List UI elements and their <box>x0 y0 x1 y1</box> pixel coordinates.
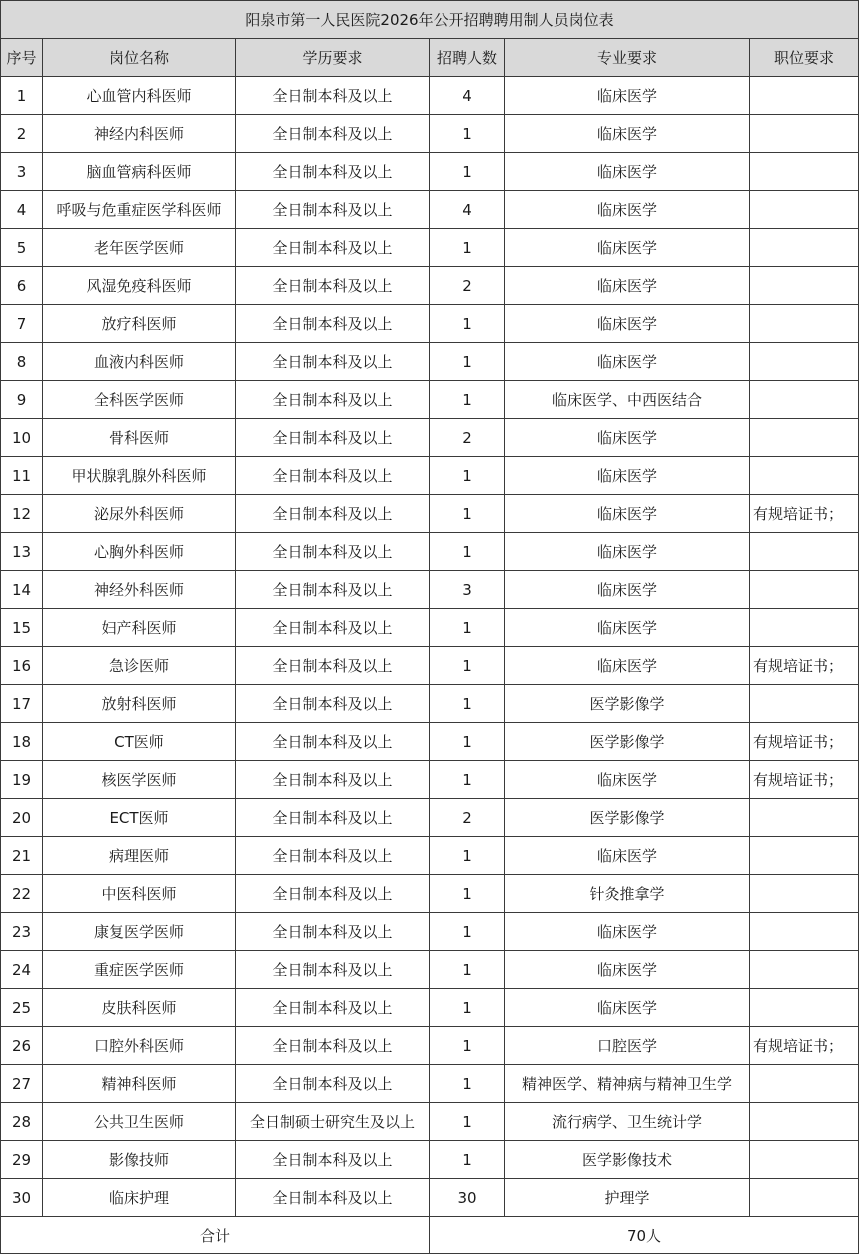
cell-major: 临床医学 <box>505 267 750 305</box>
cell-count: 1 <box>430 1065 505 1103</box>
table-row <box>1 381 859 419</box>
cell-no: 15 <box>1 609 43 647</box>
cell-major: 临床医学 <box>505 457 750 495</box>
total-label: 合计 <box>1 1217 430 1254</box>
title-row <box>1 1 859 39</box>
cell-no: 20 <box>1 799 43 837</box>
cell-edu: 全日制本科及以上 <box>236 153 430 191</box>
table-row <box>1 457 859 495</box>
cell-req <box>750 1141 859 1179</box>
cell-major: 临床医学 <box>505 951 750 989</box>
cell-major: 临床医学 <box>505 191 750 229</box>
table-row <box>1 571 859 609</box>
cell-count: 3 <box>430 571 505 609</box>
cell-count: 1 <box>430 115 505 153</box>
cell-major: 医学影像学 <box>505 799 750 837</box>
cell-req <box>750 799 859 837</box>
table-row <box>1 495 859 533</box>
table-row <box>1 1141 859 1179</box>
cell-edu: 全日制本科及以上 <box>236 1027 430 1065</box>
cell-count: 1 <box>430 685 505 723</box>
cell-no: 22 <box>1 875 43 913</box>
cell-req <box>750 457 859 495</box>
cell-req <box>750 1065 859 1103</box>
cell-edu: 全日制本科及以上 <box>236 533 430 571</box>
cell-req: 有规培证书； <box>750 761 859 799</box>
cell-major: 临床医学 <box>505 115 750 153</box>
cell-no: 25 <box>1 989 43 1027</box>
cell-count: 2 <box>430 267 505 305</box>
cell-count: 1 <box>430 989 505 1027</box>
cell-edu: 全日制本科及以上 <box>236 1179 430 1217</box>
cell-no: 9 <box>1 381 43 419</box>
cell-name: 风湿免疫科医师 <box>43 267 236 305</box>
cell-count: 1 <box>430 381 505 419</box>
cell-count: 1 <box>430 1141 505 1179</box>
cell-req <box>750 837 859 875</box>
cell-name: 神经外科医师 <box>43 571 236 609</box>
cell-edu: 全日制本科及以上 <box>236 761 430 799</box>
cell-name: 急诊医师 <box>43 647 236 685</box>
cell-edu: 全日制硕士研究生及以上 <box>236 1103 430 1141</box>
cell-edu: 全日制本科及以上 <box>236 723 430 761</box>
header-major: 专业要求 <box>505 39 750 77</box>
cell-name: ECT医师 <box>43 799 236 837</box>
cell-name: 老年医学医师 <box>43 229 236 267</box>
cell-edu: 全日制本科及以上 <box>236 799 430 837</box>
cell-major: 临床医学 <box>505 343 750 381</box>
cell-major: 临床医学 <box>505 571 750 609</box>
cell-major: 临床医学 <box>505 609 750 647</box>
cell-no: 27 <box>1 1065 43 1103</box>
cell-count: 1 <box>430 495 505 533</box>
table-row <box>1 875 859 913</box>
cell-name: 血液内科医师 <box>43 343 236 381</box>
cell-no: 28 <box>1 1103 43 1141</box>
cell-name: 妇产科医师 <box>43 609 236 647</box>
cell-req <box>750 381 859 419</box>
table-row <box>1 1179 859 1217</box>
cell-edu: 全日制本科及以上 <box>236 989 430 1027</box>
cell-no: 11 <box>1 457 43 495</box>
cell-req <box>750 571 859 609</box>
cell-no: 4 <box>1 191 43 229</box>
table-row <box>1 799 859 837</box>
cell-name: 放射科医师 <box>43 685 236 723</box>
cell-no: 7 <box>1 305 43 343</box>
cell-edu: 全日制本科及以上 <box>236 1065 430 1103</box>
cell-req <box>750 267 859 305</box>
cell-req: 有规培证书； <box>750 647 859 685</box>
cell-major: 针灸推拿学 <box>505 875 750 913</box>
cell-name: 皮肤科医师 <box>43 989 236 1027</box>
cell-major: 临床医学 <box>505 229 750 267</box>
table-row <box>1 305 859 343</box>
table-row <box>1 1065 859 1103</box>
cell-edu: 全日制本科及以上 <box>236 1141 430 1179</box>
cell-req <box>750 989 859 1027</box>
cell-req <box>750 419 859 457</box>
cell-major: 临床医学 <box>505 419 750 457</box>
cell-req: 有规培证书； <box>750 723 859 761</box>
cell-name: 口腔外科医师 <box>43 1027 236 1065</box>
cell-count: 1 <box>430 647 505 685</box>
cell-no: 24 <box>1 951 43 989</box>
cell-count: 2 <box>430 799 505 837</box>
cell-name: 神经内科医师 <box>43 115 236 153</box>
cell-edu: 全日制本科及以上 <box>236 419 430 457</box>
cell-no: 19 <box>1 761 43 799</box>
table-row <box>1 761 859 799</box>
cell-major: 临床医学 <box>505 761 750 799</box>
header-row <box>1 39 859 77</box>
cell-name: 脑血管病科医师 <box>43 153 236 191</box>
cell-edu: 全日制本科及以上 <box>236 495 430 533</box>
table-row <box>1 647 859 685</box>
cell-name: CT医师 <box>43 723 236 761</box>
cell-count: 1 <box>430 457 505 495</box>
cell-req <box>750 343 859 381</box>
cell-count: 1 <box>430 609 505 647</box>
cell-major: 医学影像技术 <box>505 1141 750 1179</box>
table-row <box>1 1103 859 1141</box>
cell-major: 临床医学 <box>505 533 750 571</box>
cell-req <box>750 77 859 115</box>
cell-req <box>750 533 859 571</box>
cell-name: 病理医师 <box>43 837 236 875</box>
header-count: 招聘人数 <box>430 39 505 77</box>
table-row <box>1 913 859 951</box>
cell-name: 呼吸与危重症医学科医师 <box>43 191 236 229</box>
cell-no: 30 <box>1 1179 43 1217</box>
cell-count: 1 <box>430 533 505 571</box>
cell-edu: 全日制本科及以上 <box>236 267 430 305</box>
cell-count: 1 <box>430 837 505 875</box>
cell-count: 1 <box>430 1103 505 1141</box>
cell-count: 1 <box>430 761 505 799</box>
cell-edu: 全日制本科及以上 <box>236 913 430 951</box>
cell-edu: 全日制本科及以上 <box>236 875 430 913</box>
table-row <box>1 1027 859 1065</box>
cell-count: 30 <box>430 1179 505 1217</box>
table-row <box>1 419 859 457</box>
cell-edu: 全日制本科及以上 <box>236 229 430 267</box>
cell-major: 临床医学 <box>505 647 750 685</box>
cell-major: 口腔医学 <box>505 1027 750 1065</box>
table-row <box>1 989 859 1027</box>
cell-major: 护理学 <box>505 1179 750 1217</box>
cell-edu: 全日制本科及以上 <box>236 571 430 609</box>
cell-no: 12 <box>1 495 43 533</box>
cell-req <box>750 951 859 989</box>
cell-count: 1 <box>430 153 505 191</box>
table-row <box>1 951 859 989</box>
cell-edu: 全日制本科及以上 <box>236 951 430 989</box>
cell-req <box>750 685 859 723</box>
cell-no: 6 <box>1 267 43 305</box>
cell-count: 1 <box>430 951 505 989</box>
cell-major: 流行病学、卫生统计学 <box>505 1103 750 1141</box>
cell-major: 临床医学 <box>505 77 750 115</box>
cell-req <box>750 153 859 191</box>
cell-edu: 全日制本科及以上 <box>236 381 430 419</box>
cell-name: 重症医学医师 <box>43 951 236 989</box>
cell-count: 1 <box>430 343 505 381</box>
cell-req <box>750 115 859 153</box>
cell-no: 17 <box>1 685 43 723</box>
table-row <box>1 191 859 229</box>
cell-major: 医学影像学 <box>505 723 750 761</box>
header-no: 序号 <box>1 39 43 77</box>
table-row <box>1 343 859 381</box>
cell-req: 有规培证书； <box>750 495 859 533</box>
cell-major: 临床医学 <box>505 495 750 533</box>
cell-no: 5 <box>1 229 43 267</box>
cell-name: 放疗科医师 <box>43 305 236 343</box>
header-name: 岗位名称 <box>43 39 236 77</box>
cell-count: 4 <box>430 77 505 115</box>
cell-edu: 全日制本科及以上 <box>236 457 430 495</box>
table-row <box>1 723 859 761</box>
cell-req <box>750 1103 859 1141</box>
cell-no: 2 <box>1 115 43 153</box>
cell-no: 29 <box>1 1141 43 1179</box>
table-row <box>1 609 859 647</box>
cell-count: 4 <box>430 191 505 229</box>
cell-no: 1 <box>1 77 43 115</box>
cell-edu: 全日制本科及以上 <box>236 115 430 153</box>
cell-req <box>750 609 859 647</box>
cell-name: 临床护理 <box>43 1179 236 1217</box>
cell-major: 临床医学 <box>505 989 750 1027</box>
table-row <box>1 153 859 191</box>
cell-edu: 全日制本科及以上 <box>236 305 430 343</box>
table-title: 阳泉市第一人民医院2026年公开招聘聘用制人员岗位表 <box>1 1 859 39</box>
cell-req <box>750 305 859 343</box>
cell-major: 精神医学、精神病与精神卫生学 <box>505 1065 750 1103</box>
cell-no: 13 <box>1 533 43 571</box>
cell-no: 23 <box>1 913 43 951</box>
total-value: 70人 <box>430 1217 859 1254</box>
cell-edu: 全日制本科及以上 <box>236 609 430 647</box>
cell-name: 影像技师 <box>43 1141 236 1179</box>
cell-edu: 全日制本科及以上 <box>236 647 430 685</box>
cell-name: 甲状腺乳腺外科医师 <box>43 457 236 495</box>
cell-edu: 全日制本科及以上 <box>236 685 430 723</box>
table-row <box>1 533 859 571</box>
cell-req <box>750 191 859 229</box>
cell-major: 临床医学 <box>505 305 750 343</box>
cell-no: 18 <box>1 723 43 761</box>
total-row <box>1 1217 859 1254</box>
cell-no: 10 <box>1 419 43 457</box>
cell-req <box>750 913 859 951</box>
cell-no: 21 <box>1 837 43 875</box>
cell-major: 临床医学 <box>505 153 750 191</box>
cell-count: 2 <box>430 419 505 457</box>
cell-major: 临床医学 <box>505 837 750 875</box>
cell-edu: 全日制本科及以上 <box>236 837 430 875</box>
cell-no: 14 <box>1 571 43 609</box>
cell-req <box>750 875 859 913</box>
header-req: 职位要求 <box>750 39 859 77</box>
cell-major: 临床医学 <box>505 913 750 951</box>
cell-name: 公共卫生医师 <box>43 1103 236 1141</box>
cell-name: 康复医学医师 <box>43 913 236 951</box>
cell-count: 1 <box>430 229 505 267</box>
cell-req <box>750 1179 859 1217</box>
cell-name: 心胸外科医师 <box>43 533 236 571</box>
cell-name: 中医科医师 <box>43 875 236 913</box>
cell-count: 1 <box>430 1027 505 1065</box>
table-row <box>1 77 859 115</box>
cell-name: 核医学医师 <box>43 761 236 799</box>
cell-edu: 全日制本科及以上 <box>236 77 430 115</box>
cell-no: 8 <box>1 343 43 381</box>
table-row <box>1 115 859 153</box>
cell-count: 1 <box>430 305 505 343</box>
cell-major: 医学影像学 <box>505 685 750 723</box>
cell-name: 精神科医师 <box>43 1065 236 1103</box>
cell-name: 泌尿外科医师 <box>43 495 236 533</box>
cell-name: 心血管内科医师 <box>43 77 236 115</box>
cell-count: 1 <box>430 913 505 951</box>
table-row <box>1 229 859 267</box>
table-row <box>1 685 859 723</box>
cell-edu: 全日制本科及以上 <box>236 191 430 229</box>
table-row <box>1 837 859 875</box>
header-edu: 学历要求 <box>236 39 430 77</box>
cell-no: 3 <box>1 153 43 191</box>
table-row <box>1 267 859 305</box>
cell-req: 有规培证书； <box>750 1027 859 1065</box>
cell-no: 16 <box>1 647 43 685</box>
cell-major: 临床医学、中西医结合 <box>505 381 750 419</box>
cell-no: 26 <box>1 1027 43 1065</box>
cell-edu: 全日制本科及以上 <box>236 343 430 381</box>
cell-name: 全科医学医师 <box>43 381 236 419</box>
cell-req <box>750 229 859 267</box>
cell-count: 1 <box>430 723 505 761</box>
cell-name: 骨科医师 <box>43 419 236 457</box>
cell-count: 1 <box>430 875 505 913</box>
